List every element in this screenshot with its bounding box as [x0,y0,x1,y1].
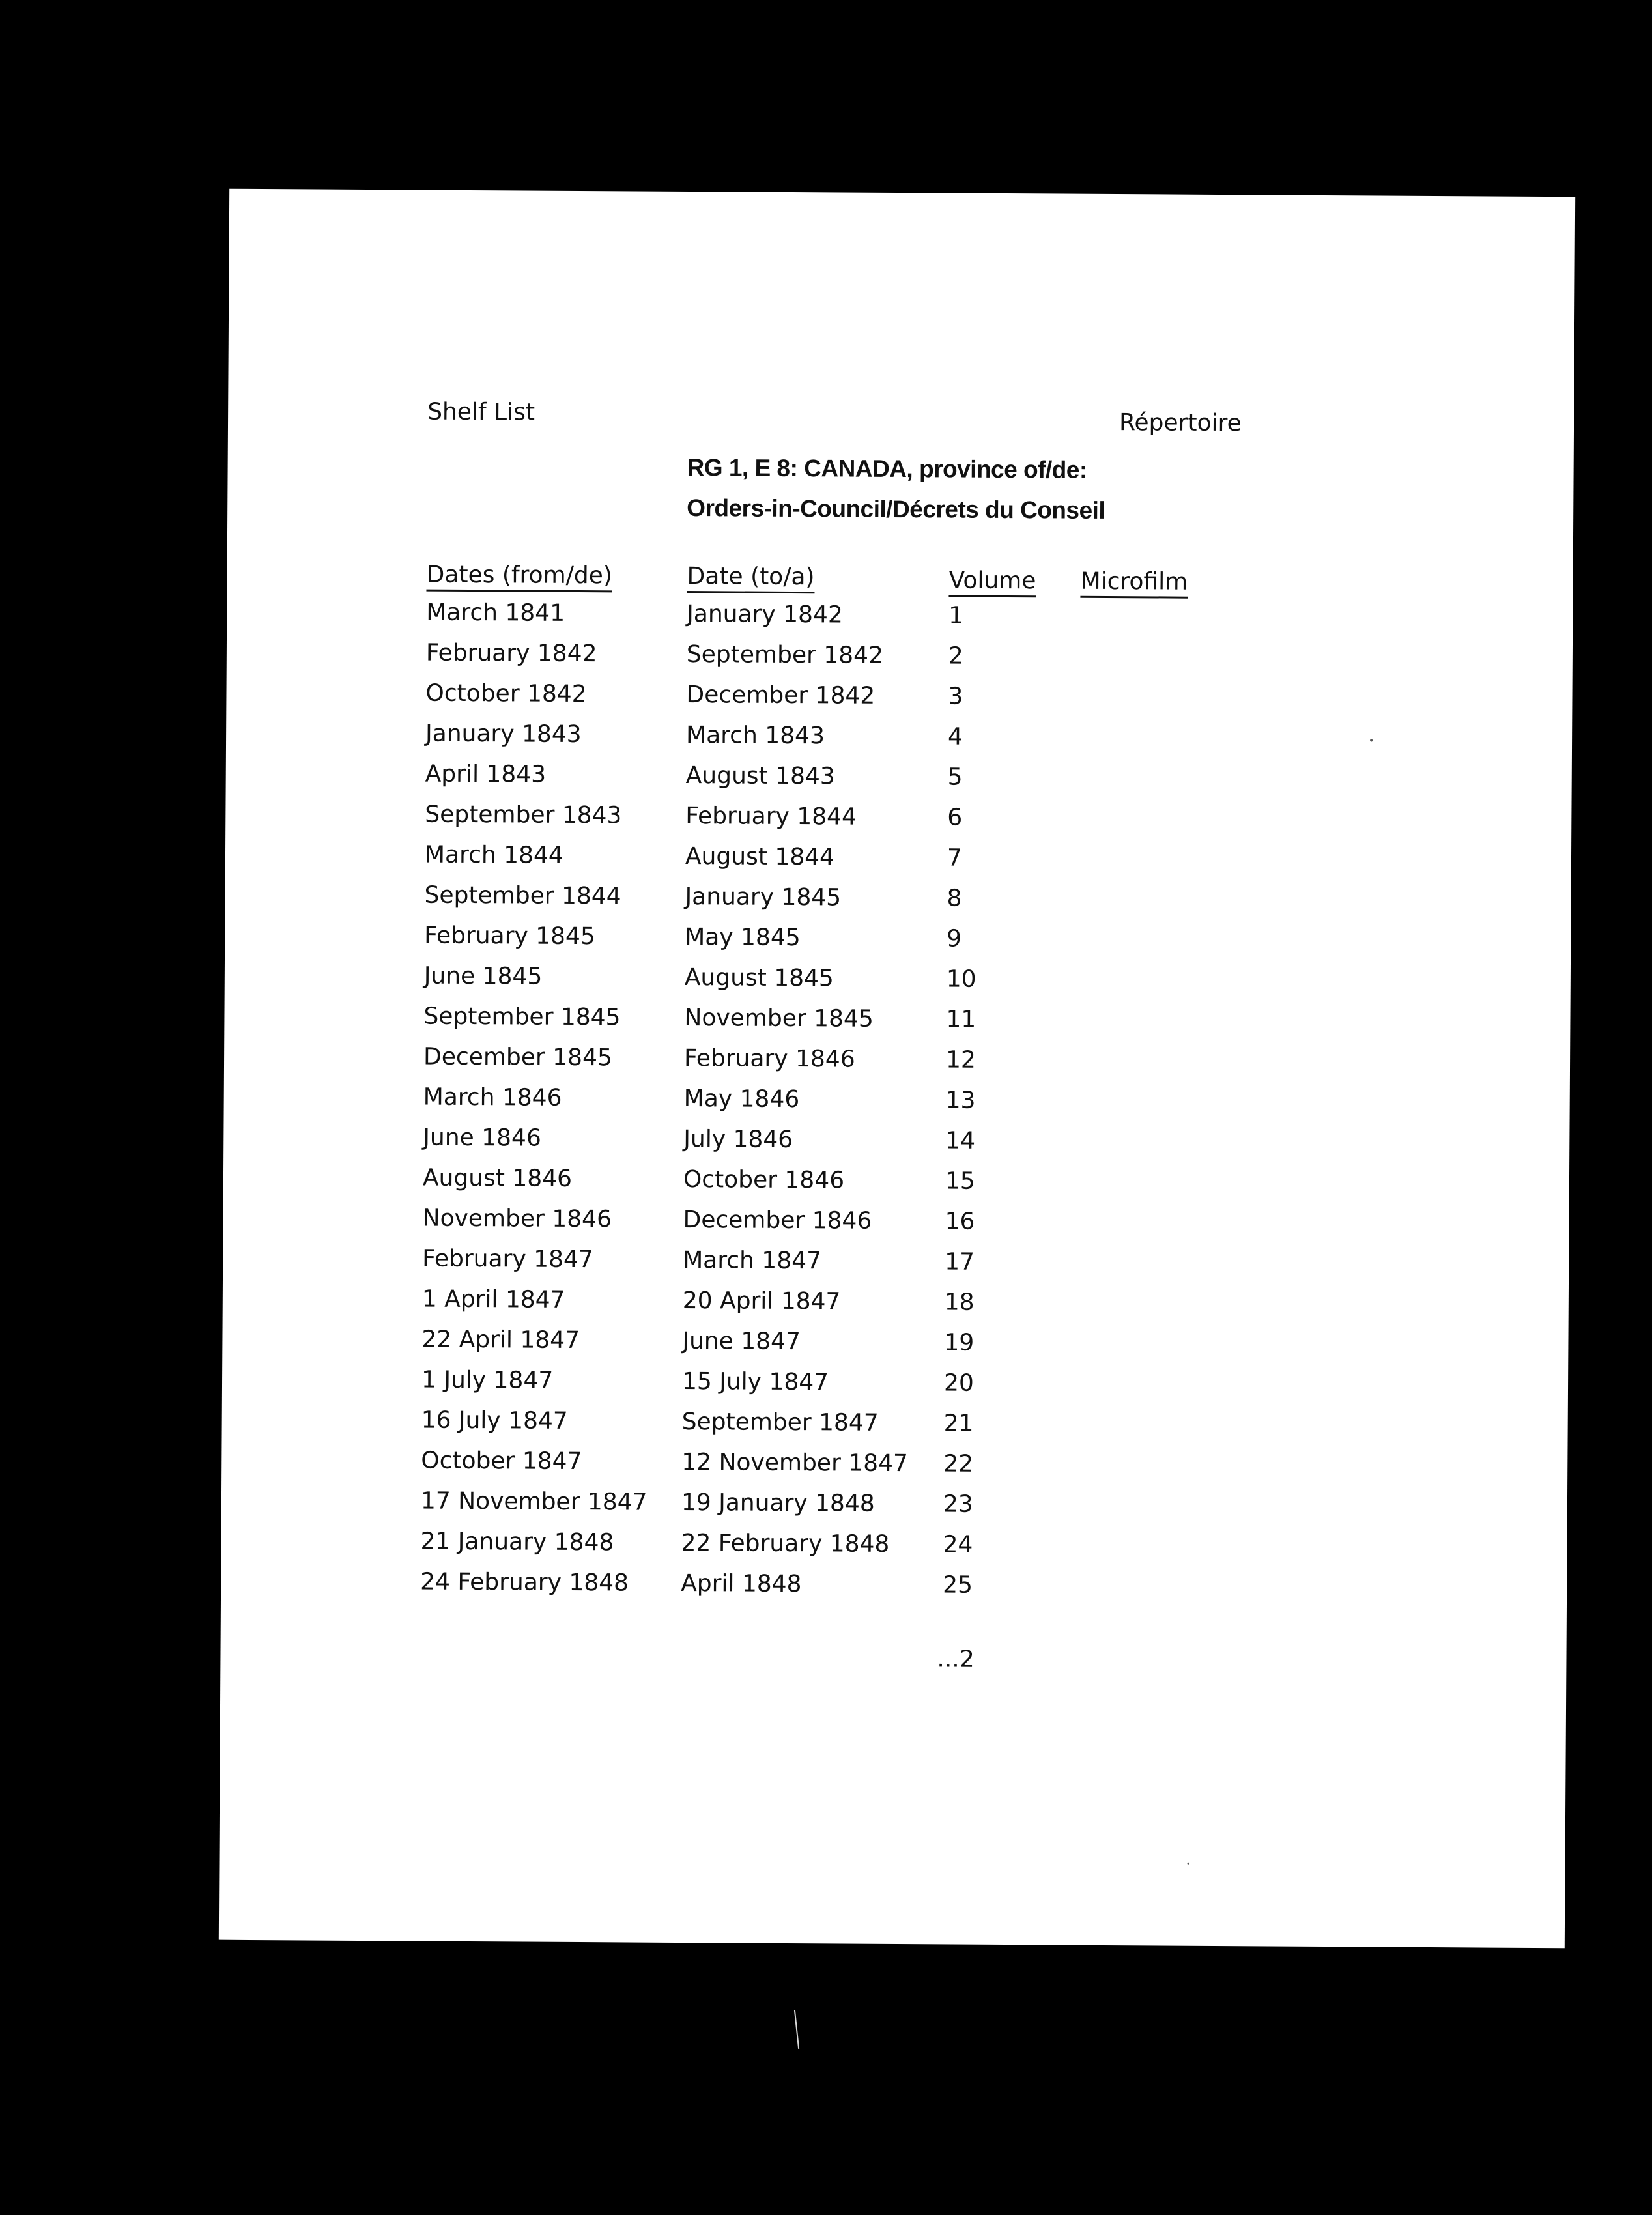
date-to: 20 April 1847 [682,1287,841,1315]
date-to: February 1844 [685,803,857,831]
volume-number: 4 [947,723,963,750]
date-to: March 1847 [683,1246,822,1275]
date-to: 15 July 1847 [681,1367,829,1396]
date-from: June 1845 [423,962,543,990]
volume-number: 23 [943,1491,973,1518]
document-title [687,448,1105,531]
date-from: February 1842 [425,639,597,668]
date-to: February 1846 [683,1045,855,1073]
volume-number: 17 [945,1248,975,1276]
date-to: May 1846 [683,1085,800,1113]
volume-number: 11 [946,1006,976,1033]
date-to: September 1847 [681,1408,879,1436]
date-to: October 1846 [683,1165,845,1194]
scan-scratch [794,2010,799,2049]
title-line-2: Orders-in-Council/Décrets du Conseil [687,494,1105,524]
date-to: December 1846 [683,1206,872,1235]
date-to: March 1843 [685,722,825,750]
table-row [221,1567,1567,1616]
date-to: May 1845 [685,924,801,952]
date-from: 24 February 1848 [420,1568,629,1597]
date-to: January 1845 [685,883,842,911]
date-to: 19 January 1848 [681,1489,875,1517]
date-to: August 1845 [684,964,834,992]
date-from: February 1847 [422,1245,593,1274]
title-line-1: RG 1, E 8: CANADA, province of/de: [687,454,1087,483]
date-from: February 1845 [424,922,595,950]
date-from: December 1845 [423,1043,612,1072]
shelf-list-table [221,598,1573,1616]
date-from: September 1844 [424,881,621,910]
volume-number: 19 [944,1329,975,1356]
date-from: June 1846 [423,1124,541,1152]
date-from: 1 April 1847 [421,1285,565,1313]
date-to: 22 February 1848 [681,1529,890,1558]
date-from: 16 July 1847 [421,1407,568,1435]
shelf-list-label: Shelf List [427,398,535,426]
date-from: March 1841 [426,599,565,627]
volume-number: 5 [947,764,963,791]
date-to: July 1846 [683,1126,793,1154]
volume-number: 25 [943,1571,973,1599]
volume-number: 20 [943,1369,974,1397]
date-to: November 1845 [684,1005,874,1033]
column-header-from-underlined: Dates (from/de) [426,562,612,593]
column-header-to [687,563,814,590]
date-from: March 1844 [424,841,563,869]
volume-number: 10 [946,965,976,993]
date-from: September 1845 [423,1003,621,1031]
volume-number: 14 [945,1127,976,1154]
date-to: January 1842 [687,601,843,629]
continuation-marker: ...2 [937,1646,975,1673]
date-to: 12 November 1847 [681,1448,909,1478]
date-to: September 1842 [686,641,884,669]
volume-number: 2 [948,642,963,670]
date-from: September 1843 [425,801,622,829]
date-from: April 1843 [425,760,547,788]
volume-number: 7 [947,844,963,872]
date-from: 21 January 1848 [420,1528,614,1556]
column-header-from [426,562,612,590]
date-from: October 1842 [425,679,587,708]
volume-number: 16 [945,1208,975,1235]
volume-number: 15 [945,1167,975,1195]
date-from: August 1846 [422,1164,573,1192]
volume-number: 8 [947,885,962,912]
date-from: October 1847 [421,1447,582,1476]
volume-number: 22 [943,1450,974,1478]
column-header-microfilm [1080,568,1188,595]
volume-number: 18 [944,1289,975,1316]
volume-number: 6 [947,804,963,831]
date-from: January 1843 [425,720,582,749]
date-to: December 1842 [686,681,876,709]
date-from: November 1846 [422,1205,612,1233]
volume-number: 12 [945,1046,976,1074]
date-from: 1 July 1847 [421,1366,554,1394]
repertoire-label: Répertoire [1118,409,1242,437]
document-page [219,189,1575,1949]
column-header-volume [948,567,1036,594]
volume-number: 9 [947,925,962,952]
date-from: 17 November 1847 [420,1487,648,1516]
scan-speck [1370,739,1373,741]
scan-speck [1188,1863,1189,1865]
volume-number: 1 [948,602,964,629]
date-to: April 1848 [681,1569,802,1598]
volume-number: 24 [943,1531,973,1558]
volume-number: 13 [945,1087,976,1114]
date-to: June 1847 [682,1327,801,1356]
column-header-to-underlined: Date (to/a) [687,563,814,593]
date-from: 22 April 1847 [421,1326,580,1354]
date-from: March 1846 [423,1083,562,1111]
column-header-microfilm-underlined: Microfilm [1080,568,1188,599]
column-header-volume-underlined: Volume [948,567,1036,597]
volume-number: 3 [948,683,963,710]
date-to: August 1844 [685,843,835,871]
date-to: August 1843 [685,762,835,790]
volume-number: 21 [943,1410,974,1437]
